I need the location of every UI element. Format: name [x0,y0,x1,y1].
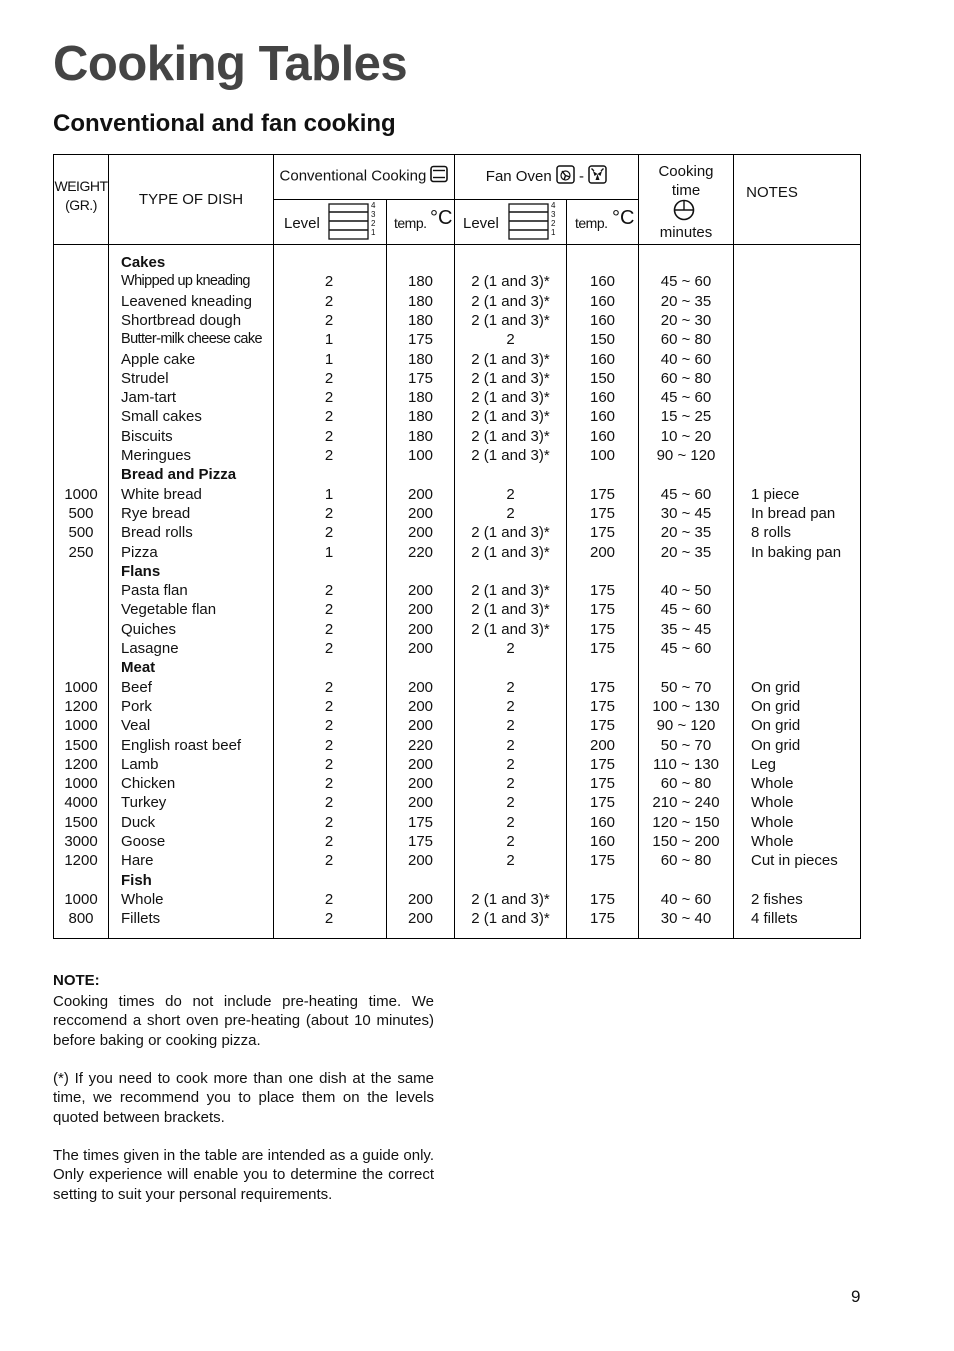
conv-level-scale [371,201,375,237]
time-cell: 45 ~ 60 [660,273,712,291]
minutes-label: minutes [659,224,713,241]
clock-icon [673,199,695,226]
time-cell: 60 ~ 80 [660,852,712,870]
notes-cell: Leg [751,755,777,773]
level-1: 1 [551,228,556,237]
conv-level-cell: 2 [324,697,334,715]
weight-cell: 800 [68,910,94,928]
time-cell: 45 ~ 60 [660,389,712,407]
fan-temp-cell: 160 [589,813,616,831]
dish-cell: Vegetable flan [121,601,217,619]
conv-level-cell: 2 [324,736,334,754]
fan-oven-header-label: Fan Oven [485,167,552,185]
fan-level-cell: 2 [506,640,515,657]
fan-temp-header: temp. [575,215,608,231]
divider [386,199,387,244]
time-cell: 60 ~ 80 [660,369,712,387]
fan-temp-cell: 160 [589,408,616,426]
time-cell: 210 ~ 240 [652,794,720,812]
note-paragraph: (*) If you need to cook more than one dish at the same time, we recommend you to place them on the levels quoted between brackets. [53,1070,434,1126]
notes-cell: Cut in pieces [751,852,838,870]
conv-temp-cell: 200 [407,504,434,522]
level-3: 3 [551,210,556,219]
fan-temp-cell: 175 [589,601,616,619]
dish-cell: Goose [121,833,166,850]
conv-temp-cell: 100 [407,447,434,464]
oven-shelf-levels-icon [508,202,550,245]
fan-temp-cell: 200 [589,543,616,561]
fan-temp-cell: 160 [589,833,616,850]
dish-cell: Lamb [121,755,159,773]
weight-header-line2: (GR.) [65,197,97,213]
conv-level-cell: 2 [324,447,334,464]
conv-temp-cell: 200 [407,640,434,657]
weight-cell: 1500 [64,813,98,831]
fan-level-cell: 2 (1 and 3)* [471,311,550,329]
fan-level-cell: 2 (1 and 3)* [471,447,550,464]
dish-cell: Hare [121,852,154,870]
category-heading: Cakes [121,254,166,271]
weight-cell: 1000 [64,775,98,793]
fan-level-cell: 2 [506,736,515,754]
conv-level-cell: 1 [324,543,334,561]
conv-temp-cell: 200 [407,890,434,908]
dish-cell: Quiches [121,620,177,638]
conv-level-cell: 2 [324,620,334,638]
level-3: 3 [371,210,376,219]
fan-level-cell: 2 (1 and 3)* [471,292,550,310]
fan-temp-cell: 175 [589,485,616,503]
fan-level-cell: 2 (1 and 3)* [471,427,550,445]
conv-level-cell: 2 [324,813,334,831]
conv-temp-cell: 200 [407,755,434,773]
fan-temp-cell: 150 [589,369,616,387]
fan-temp-cell: 160 [589,427,616,445]
dish-cell: Butter-milk cheese cake [121,331,262,348]
fan-level-cell: 2 [506,775,515,793]
time-cell: 50 ~ 70 [660,736,712,754]
time-cell: 60 ~ 80 [660,775,712,793]
level-4: 4 [371,201,376,210]
fan-temp-cell: 175 [589,717,616,735]
conv-temp-cell: 180 [407,389,434,407]
fan-level-cell: 2 (1 and 3)* [471,543,550,561]
fan-oven-header [455,165,638,189]
conv-temp-cell: 200 [407,717,434,735]
notes-cell: 4 fillets [751,910,798,928]
dish-cell: English roast beef [121,736,242,754]
category-heading: Flans [121,562,161,580]
conv-temp-cell: 180 [407,311,434,329]
weight-cell: 1000 [64,678,98,696]
fan-level-cell: 2 (1 and 3)* [471,273,550,291]
weight-cell: 1000 [64,485,98,503]
conv-temp-cell: 180 [407,273,434,291]
category-heading: Bread and Pizza [121,466,237,484]
time-cell: 120 ~ 150 [652,813,720,831]
page-title: Cooking Tables [53,37,408,91]
dish-cell: Meringues [121,447,192,464]
time-cell: 20 ~ 30 [660,311,712,329]
fan-temp-cell: 175 [589,524,616,542]
fan-level-cell: 2 [506,331,515,349]
conv-temp-cell: 200 [407,794,434,812]
conv-level-cell: 1 [324,350,334,368]
time-cell: 20 ~ 35 [660,524,712,542]
weight-cell: 3000 [64,833,98,850]
note-paragraph: Cooking times do not include pre-heating time. We reccomend a short oven pre-heating (about 10 minutes) before baking or cooking pizza. [53,993,434,1049]
conv-temp-cell: 200 [407,601,434,619]
notes-cell: On grid [751,717,801,735]
dish-cell: Rye bread [121,504,191,522]
fan-oven-filled-icon [588,165,607,189]
fan-level-cell: 2 [506,852,515,870]
fan-temp-cell: 175 [589,755,616,773]
conv-level-cell: 2 [324,311,334,329]
dish-cell: White bread [121,485,202,503]
divider [733,154,734,939]
conv-temp-cell: 175 [407,331,434,349]
time-cell: 90 ~ 120 [656,717,716,735]
conv-temp-cell: 200 [407,910,434,928]
fan-temp-cell: 175 [589,504,616,522]
time-cell: 45 ~ 60 [660,601,712,619]
weight-cell: 250 [68,543,94,561]
notes-cell: Whole [751,794,794,812]
notes-cell: Whole [751,813,794,831]
level-4: 4 [551,201,556,210]
level-2: 2 [551,219,556,228]
dish-cell: Jam-tart [121,389,177,407]
fan-temp-cell: 150 [589,331,616,349]
conv-level-cell: 2 [324,292,334,310]
weight-header [54,177,108,215]
oven-top-bottom-heat-icon [430,165,448,188]
time-cell: 150 ~ 200 [652,833,720,850]
time-cell: 30 ~ 40 [660,910,712,928]
conv-level-cell: 2 [324,427,334,445]
fan-level-cell: 2 [506,833,515,850]
fan-level-cell: 2 (1 and 3)* [471,524,550,542]
conv-level-cell: 1 [324,331,334,349]
time-cell: 90 ~ 120 [656,447,716,464]
weight-cell: 1200 [64,755,98,773]
fan-temp-cell: 160 [589,273,616,291]
time-cell: 100 ~ 130 [652,697,720,715]
dish-cell: Veal [121,717,151,735]
conv-temp-cell: 220 [407,543,434,561]
conv-temp-header: temp. [394,215,427,231]
conv-temp-cell: 200 [407,678,434,696]
category-heading: Meat [121,659,156,677]
dish-cell: Strudel [121,369,169,387]
dish-cell: Fillets [121,910,161,928]
fan-level-header: Level [463,215,499,232]
fan-temp-cell: 175 [589,678,616,696]
conv-temp-cell: 175 [407,369,434,387]
dish-cell: Chicken [121,775,176,793]
dish-cell: Pork [121,697,152,715]
dish-cell: Bread rolls [121,524,193,542]
conv-temp-cell: 220 [407,736,434,754]
conv-level-cell: 2 [324,504,334,522]
conventional-header [274,165,454,188]
conv-temp-cell: 180 [407,427,434,445]
conv-level-cell: 2 [324,389,334,407]
time-cell: 20 ~ 35 [660,292,712,310]
fan-temp-cell: 175 [589,775,616,793]
time-cell: 40 ~ 50 [660,582,712,600]
conv-level-cell: 2 [324,833,334,850]
time-cell: 15 ~ 25 [660,408,712,426]
fan-level-cell: 2 [506,755,515,773]
dish-cell: Small cakes [121,408,202,426]
conv-level-cell: 2 [324,582,334,600]
fan-temp-cell: 175 [589,620,616,638]
notes-cell: On grid [751,736,801,754]
time-cell: 10 ~ 20 [660,427,712,445]
dish-cell: Pasta flan [121,582,188,600]
section-subtitle: Conventional and fan cooking [53,110,396,137]
fan-temp-cell: 175 [589,852,616,870]
weight-cell: 1200 [64,852,98,870]
fan-level-cell: 2 (1 and 3)* [471,369,550,387]
fan-level-cell: 2 [506,717,515,735]
dish-cell: Pizza [121,543,158,561]
notes-cell: 2 fishes [751,890,803,908]
type-of-dish-header: TYPE OF DISH [138,191,244,208]
time-cell: 30 ~ 45 [660,504,712,522]
weight-cell: 4000 [64,794,98,812]
fan-oven-icon [556,165,575,189]
conv-temp-cell: 180 [407,292,434,310]
level-2: 2 [371,219,376,228]
time-cell: 60 ~ 80 [660,331,712,349]
dish-cell: Apple cake [121,350,196,368]
time-cell: 45 ~ 60 [660,485,712,503]
category-heading: Fish [121,871,152,889]
fan-level-scale [551,201,555,237]
conv-level-cell: 2 [324,775,334,793]
conv-temp-cell: 200 [407,524,434,542]
fan-level-cell: 2 (1 and 3)* [471,408,550,426]
oven-shelf-levels-icon [328,202,370,245]
note-paragraph: The times given in the table are intended as a guide only. Only experience will enable you to determine the correct setting to suit your personal requirements. [53,1147,434,1203]
conv-level-cell: 2 [324,910,334,928]
dish-cell: Biscuits [121,427,173,445]
conv-level-cell: 2 [324,369,334,387]
conv-level-cell: 2 [324,890,334,908]
notes-cell: In bread pan [751,504,836,522]
fan-level-cell: 2 (1 and 3)* [471,389,550,407]
conv-level-cell: 2 [324,408,334,426]
conv-level-cell: 1 [324,485,334,503]
conv-level-cell: 2 [324,852,334,870]
cooking-time-line1: Cooking [658,163,714,180]
dish-cell: Shortbread dough [121,311,242,329]
notes-cell: In baking pan [751,543,842,561]
conv-temp-cell: 175 [407,833,434,850]
conv-level-cell: 2 [324,794,334,812]
conv-degree-unit: °C [430,207,453,229]
time-cell: 20 ~ 35 [660,543,712,561]
dish-cell: Duck [121,813,156,831]
dish-cell: Whole [121,890,164,908]
fan-level-cell: 2 [506,485,515,503]
cooking-time-header [639,162,733,200]
notes-header: NOTES [746,184,798,201]
fan-temp-cell: 175 [589,697,616,715]
fan-level-cell: 2 (1 and 3)* [471,350,550,368]
weight-cell: 1000 [64,717,98,735]
fan-temp-cell: 175 [589,890,616,908]
fan-temp-cell: 175 [589,910,616,928]
conv-temp-cell: 180 [407,408,434,426]
notes-cell: On grid [751,697,801,715]
conv-temp-cell: 200 [407,485,434,503]
fan-temp-cell: 175 [589,582,616,600]
notes-cell: 8 rolls [751,524,792,542]
conv-level-cell: 2 [324,601,334,619]
fan-level-cell: 2 (1 and 3)* [471,601,550,619]
time-cell: 110 ~ 130 [652,755,720,773]
notes-cell: 1 piece [751,485,800,503]
weight-cell: 500 [68,524,94,542]
dish-cell: Whipped up kneading [121,273,250,290]
fan-temp-cell: 160 [589,350,616,368]
fan-level-cell: 2 [506,504,515,522]
conv-temp-cell: 175 [407,813,434,831]
fan-level-cell: 2 (1 and 3)* [471,890,550,908]
note-title: NOTE: [53,972,100,989]
dish-cell: Leavened kneading [121,292,252,310]
page-number: 9 [851,1287,861,1306]
fan-temp-cell: 175 [589,794,616,812]
level-1: 1 [371,228,376,237]
conv-temp-cell: 200 [407,582,434,600]
divider [566,199,567,244]
fan-temp-cell: 160 [589,292,616,310]
divider [108,154,109,939]
conv-level-cell: 2 [324,678,334,696]
fan-level-cell: 2 (1 and 3)* [471,582,550,600]
notes-cell: On grid [751,678,801,696]
fan-level-cell: 2 [506,678,515,696]
conv-temp-cell: 200 [407,620,434,638]
fan-temp-cell: 160 [589,311,616,329]
fan-temp-cell: 175 [589,640,616,657]
conv-temp-cell: 200 [407,852,434,870]
time-cell: 40 ~ 60 [660,350,712,368]
conv-level-header: Level [284,215,320,232]
fan-oven-separator: - [579,167,585,185]
dish-cell: Beef [121,678,152,696]
fan-temp-cell: 200 [589,736,616,754]
time-cell: 35 ~ 45 [660,620,712,638]
conv-level-cell: 2 [324,524,334,542]
fan-level-cell: 2 (1 and 3)* [471,910,550,928]
conv-level-cell: 2 [324,717,334,735]
weight-header-line1: WEIGHT [54,178,108,194]
conv-level-cell: 2 [324,640,334,657]
weight-cell: 1000 [64,890,98,908]
conv-temp-cell: 180 [407,350,434,368]
dish-cell: Turkey [121,794,167,812]
notes-cell: Whole [751,833,794,850]
notes-cell: Whole [751,775,794,793]
weight-cell: 500 [68,504,94,522]
fan-level-cell: 2 (1 and 3)* [471,620,550,638]
time-cell: 45 ~ 60 [660,640,712,657]
weight-cell: 1500 [64,736,98,754]
conv-level-cell: 2 [324,755,334,773]
fan-temp-cell: 160 [589,389,616,407]
conv-level-cell: 2 [324,273,334,291]
conventional-header-label: Conventional Cooking [279,167,427,185]
dish-cell: Lasagne [121,640,179,657]
fan-temp-cell: 100 [589,447,616,464]
fan-level-cell: 2 [506,794,515,812]
conv-temp-cell: 200 [407,775,434,793]
time-cell: 40 ~ 60 [660,890,712,908]
header-divider [53,244,861,245]
cooking-time-line2: time [671,182,701,199]
time-cell: 50 ~ 70 [660,678,712,696]
fan-level-cell: 2 [506,697,515,715]
weight-cell: 1200 [64,697,98,715]
fan-degree-unit: °C [612,207,635,229]
fan-level-cell: 2 [506,813,515,831]
conv-temp-cell: 200 [407,697,434,715]
divider [273,199,638,200]
